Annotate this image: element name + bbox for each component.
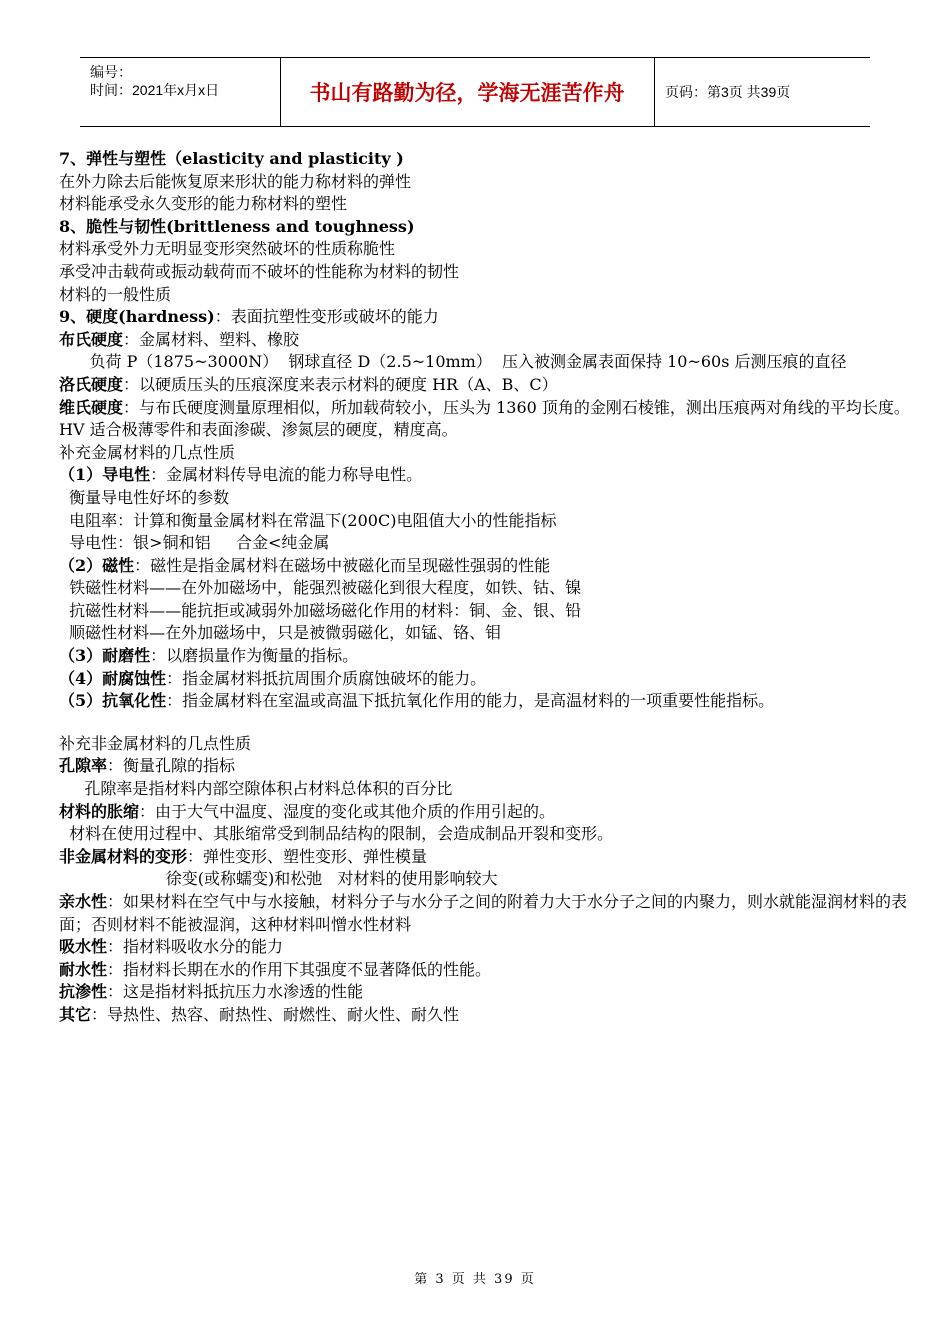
line-heading: 洛氏硬度 [59,374,124,394]
line-text: 衡量导电性好坏的参数 [59,487,230,507]
line-text: 材料承受外力无明显变形突然破坏的性质称脆性 [59,239,396,259]
line-text: 孔隙率是指材料内部空隙体积占材料总体积的百分比 [59,779,453,799]
line-heading: （3）耐磨性 [59,646,151,666]
line-heading: 维氏硬度 [59,397,124,417]
line-text: ：表面抗塑性变形或破坏的能力 [214,307,439,327]
line-heading: 8、脆性与韧性(brittleness and toughness) [59,216,415,236]
line-text: 顺磁性材料—在外加磁场中，只是被微弱磁化，如锰、铬、钼 [59,623,502,643]
line-heading: 亲水性 [59,892,108,911]
line-text: ：金属材料传导电流的能力称导电性。 [150,465,423,485]
text-line [59,823,919,846]
text-line [59,868,919,891]
text-line [59,622,919,645]
text-line [59,306,919,329]
line-heading: （1）导电性 [59,465,151,485]
line-text: ：这是指材料抵抗压力水渗透的性能 [107,982,364,1002]
line-heading: 耐水性 [59,959,108,979]
line-heading: 其它 [59,1004,92,1024]
text-line [59,487,919,510]
text-line [59,555,919,578]
line-heading: 吸水性 [59,937,108,957]
text-line [59,284,919,307]
text-line [59,891,919,936]
line-heading: 布氏硬度 [59,329,124,349]
text-line [59,801,919,824]
page-footer: 第 3 页 共 39 页 [414,1272,536,1287]
line-heading: （5）抗氧化性 [59,691,167,711]
document-time-label: 时间：2021年x月x日 [90,82,220,98]
text-line [59,351,919,374]
text-line [59,397,919,442]
line-text: ：衡量孔隙的指标 [107,756,236,776]
line-heading: 材料的胀缩 [59,801,140,821]
line-heading: 孔隙率 [59,756,108,776]
text-line [59,532,919,555]
line-text: ：金属材料、塑料、橡胶 [123,329,300,349]
line-text: ：指金属材料抵抗周围介质腐蚀破坏的能力。 [166,668,487,688]
line-text: ：以磨损量作为衡量的指标。 [150,646,359,666]
line-text: ：以硬质压头的压痕深度来表示材料的硬度 HR（A、B、C） [123,374,558,394]
text-line [59,755,919,778]
line-text: ：弹性变形、塑性变形、弹性模量 [187,846,428,866]
document-body [59,148,919,1027]
text-line [59,510,919,533]
line-text: 电阻率：计算和衡量金属材料在常温下(200C)电阻值大小的性能指标 [59,510,557,530]
line-text: ：指材料吸收水分的能力 [107,937,284,957]
line-text: 材料的一般性质 [59,284,172,304]
text-line [59,645,919,668]
text-line [59,668,919,691]
line-text: ：指材料长期在水的作用下其强度不显著降低的性能。 [107,959,492,979]
text-line [59,778,919,801]
line-text: ：与布氏硬度测量原理相似，所加载荷较小，压头为 1360 顶角的金刚石棱锥，测出压痕两对角线的平均长度。HV 适合极薄零件和表面渗碳、渗氮层的硬度，精度高。 [59,397,910,440]
line-text: 在外力除去后能恢复原来形状的能力称材料的弹性 [59,171,412,191]
header-page-number: 页码：第3页 共39页 [665,84,791,100]
line-text: 材料能承受永久变形的能力称材料的塑性 [59,194,348,214]
text-line [59,171,919,194]
line-heading: （4）耐腐蚀性 [59,668,167,688]
page-header [80,57,870,127]
header-meta-cell [80,58,281,126]
text-line [59,733,919,756]
line-text: 补充金属材料的几点性质 [59,442,236,462]
line-heading: 7、弹性与塑性（elasticity and plasticity ) [59,149,404,168]
text-line [59,148,919,171]
text-line [59,1004,919,1027]
line-text: 铁磁性材料——在外加磁场中，能强烈被磁化到很大程度，如铁、钴、镍 [59,578,582,598]
line-text: 材料在使用过程中、其胀缩常受到制品结构的限制，会造成制品开裂和变形。 [59,824,614,844]
document-number-label: 编号： [90,64,132,80]
text-line [59,981,919,1004]
text-line [59,936,919,959]
text-line [59,442,919,465]
line-text: ：由于大气中温度、湿度的变化或其他介质的作用引起的。 [139,801,556,821]
line-text: 徐变(或称蠕变)和松弛 对材料的使用影响较大 [59,869,498,889]
line-heading: 9、硬度(hardness) [59,307,215,327]
text-line [59,959,919,982]
line-text: ：导热性、热容、耐热性、耐燃性、耐火性、耐久性 [91,1004,460,1024]
line-text: ：指金属材料在室温或高温下抵抗氧化作用的能力，是高温材料的一项重要性能指标。 [166,691,775,711]
text-line [59,846,919,869]
text-line [59,374,919,397]
text-line [59,713,919,733]
text-line [59,261,919,284]
text-line [59,216,919,239]
text-line [59,690,919,713]
line-text: 负荷 P（1875~3000N） 钢球直径 D（2.5~10mm） 压入被测金属表面保持 10~60s 后测压痕的直径 [59,352,847,372]
line-heading: 抗渗性 [59,982,108,1002]
line-heading: （2）磁性 [59,555,135,575]
line-text: 补充非金属材料的几点性质 [59,733,252,753]
text-line [59,329,919,352]
header-motto: 书山有路勤为径，学海无涯苦作舟 [280,58,655,126]
text-line [59,600,919,623]
line-heading: 非金属材料的变形 [59,846,188,866]
line-text: ：磁性是指金属材料在磁场中被磁化而呈现磁性强弱的性能 [134,555,551,575]
line-text: 承受冲击载荷或振动载荷而不破坏的性能称为材料的韧性 [59,261,460,281]
text-line [59,238,919,261]
line-text: ：如果材料在空气中与水接触，材料分子与水分子之间的附着力大于水分子之间的内聚力，则水就能湿润材料的表面；否则材料不能被湿润，这种材料叫憎水性材料 [59,892,908,934]
text-line [59,464,919,487]
text-line [59,193,919,216]
text-line [59,577,919,600]
line-text: 抗磁性材料——能抗拒或减弱外加磁场磁化作用的材料：铜、金、银、铅 [59,600,582,620]
line-text: 导电性：银>铜和铝 合金<纯金属 [59,533,330,553]
